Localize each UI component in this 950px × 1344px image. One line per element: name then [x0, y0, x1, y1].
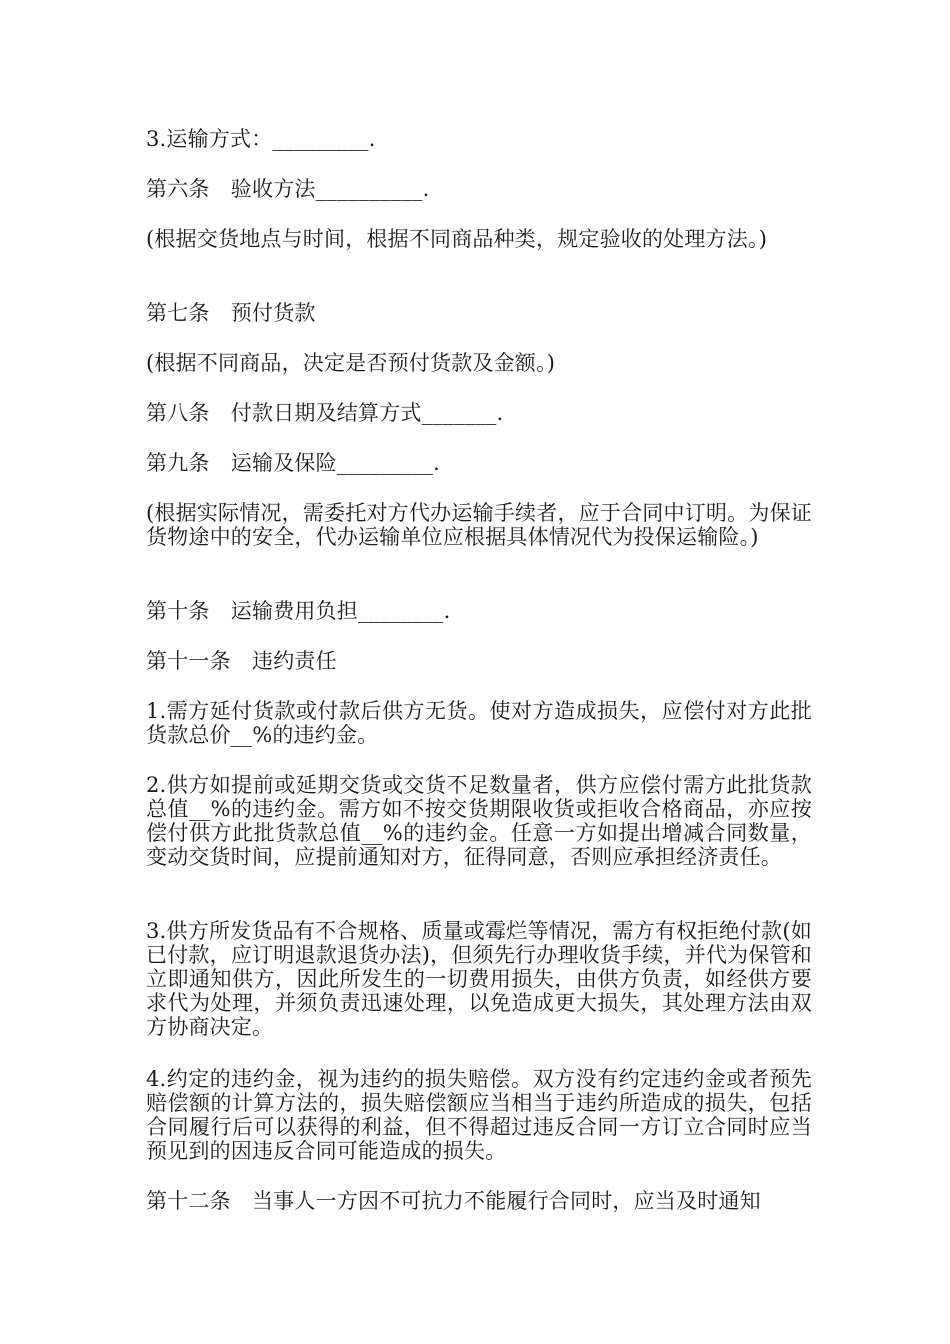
article-7-prepayment: 第七条 预付货款	[146, 301, 316, 325]
article-7-note: (根据不同商品，决定是否预付货款及金额。)	[146, 351, 556, 375]
article-11-liability: 第十一条 违约责任	[146, 649, 337, 673]
article-11-item-2: 2.供方如提前或延期交货或交货不足数量者，供方应偿付需方此批货款总值__%的违约金。需方如不按交货期限收货或拒收合格商品，亦应按偿付供方此批货款总值__%的违约金。任意一方如提出增减合同数量，变动交货时间，应提前通知对方，征得同意，否则应承担经济责任。	[146, 773, 812, 869]
article-8-payment: 第八条 付款日期及结算方式_______.	[146, 401, 504, 425]
article-11-item-1: 1.需方延付货款或付款后供方无货。使对方造成损失，应偿付对方此批货款总价__%的违约金。	[146, 699, 812, 747]
article-10-transport-cost: 第十条 运输费用负担________.	[146, 599, 451, 623]
article-11-item-4: 4.约定的违约金，视为违约的损失赔偿。双方没有约定违约金或者预先赔偿额的计算方法的，损失赔偿额应当相当于违约所造成的损失，包括合同履行后可以获得的利益，但不得超过违反合同一方订立合同时应当预见到的因违反合同可能造成的损失。	[146, 1067, 812, 1163]
article-9-note: (根据实际情况，需委托对方代办运输手续者，应于合同中订明。为保证货物途中的安全，代办运输单位应根据具体情况代为投保运输险。)	[146, 501, 812, 549]
article-6-inspection: 第六条 验收方法__________.	[146, 177, 430, 201]
article-11-item-3: 3.供方所发货品有不合规格、质量或霉烂等情况，需方有权拒绝付款(如已付款，应订明退款退货办法)，但须先行办理收货手续，并代为保管和立即通知供方，因此所发生的一切费用损失，由供方负责，如经供方要求代为处理，并须负责迅速处理，以免造成更大损失，其处理方法由双方协商决定。	[146, 919, 812, 1039]
article-12-force-majeure: 第十二条 当事人一方因不可抗力不能履行合同时，应当及时通知	[146, 1189, 761, 1213]
article-9-transport-insurance: 第九条 运输及保险_________.	[146, 451, 440, 475]
article-6-note: (根据交货地点与时间，根据不同商品种类，规定验收的处理方法。)	[146, 227, 768, 251]
clause-transport-method: 3.运输方式：_________.	[146, 127, 376, 151]
